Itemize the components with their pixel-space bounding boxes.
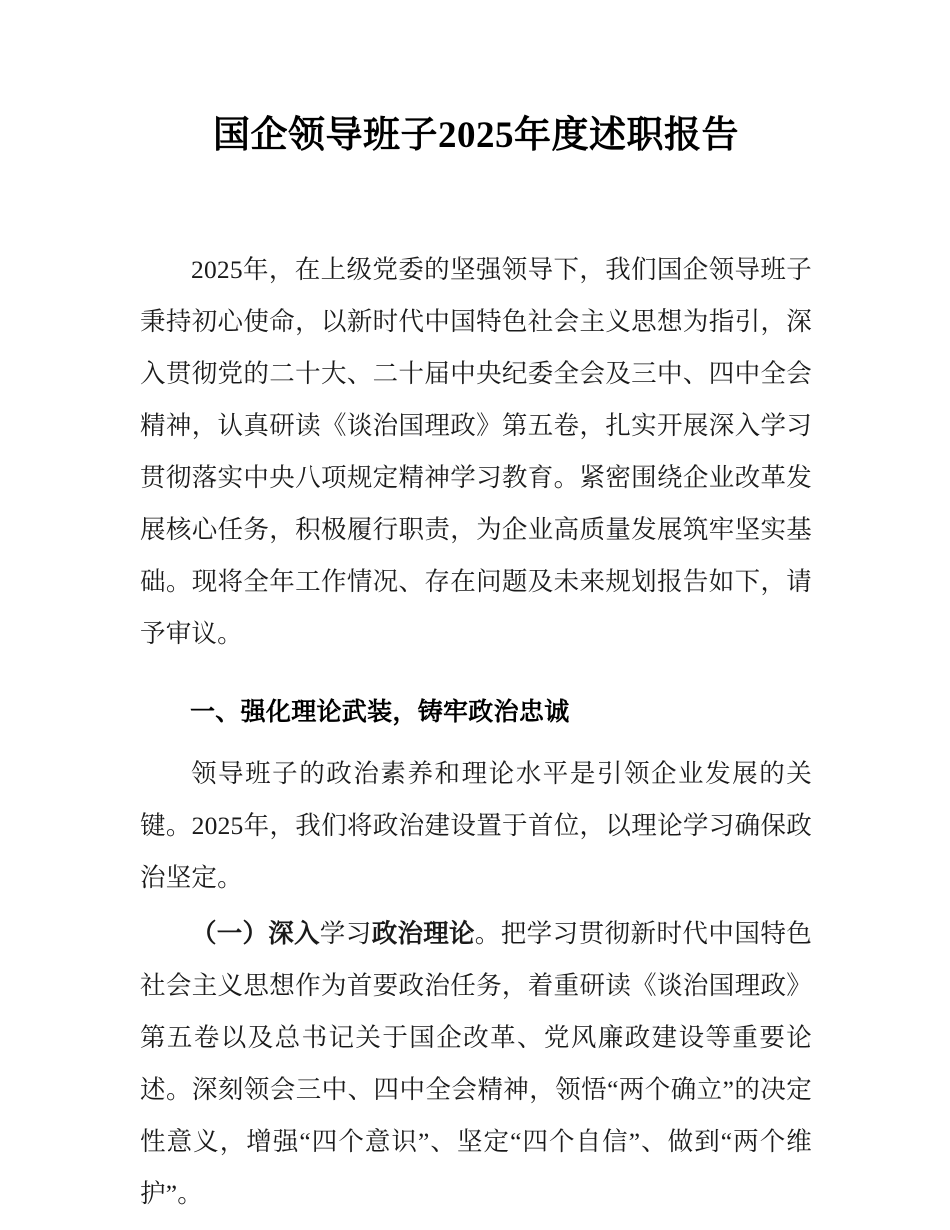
paragraph-subsection-one — [140, 908, 812, 1220]
document-body — [140, 0, 812, 1220]
subsection-body-text: 。把学习贯彻新时代中国特色社会主义思想作为首要政治任务，着重研读《谈治国理政》第五卷以及总书记关于国企改革、党风廉政建设等重要论述。深刻领会三中、四中全会精神，领悟“两个确立”的决定性意义，增强“四个意识”、坚定“四个自信”、做到“两个维护”。 — [140, 919, 812, 1208]
document-title: 国企领导班子2025年度述职报告 — [213, 115, 739, 156]
subsection-label-bold-lead: （一）深入 — [191, 920, 320, 948]
subsection-label-plain-run: 学习 — [319, 919, 372, 948]
section-heading-one: 一、强化理论武装，铸牢政治忠诚 — [190, 698, 570, 726]
paragraph-section-one-intro: 领导班子的政治素养和理论水平是引领企业发展的关键。2025年，我们将政治建设置于首位，以理论学习确保政治坚定。 — [140, 759, 812, 892]
subsection-label-bold-tail: 政治理论 — [371, 920, 475, 948]
paragraph-introduction: 2025年，在上级党委的坚强领导下，我们国企领导班子秉持初心使命，以新时代中国特色社会主义思想为指引，深入贯彻党的二十大、二十届中央纪委全会及三中、四中全会精神，认真研读《谈治国理政》第五卷，扎实开展深入学习贯彻落实中央八项规定精神学习教育。紧密围绕企业改革发展核心任务，积极履行职责，为企业高质量发展筑牢坚实基础。现将全年工作情况、存在问题及未来规划报告如下，请予审议。 — [140, 255, 812, 648]
